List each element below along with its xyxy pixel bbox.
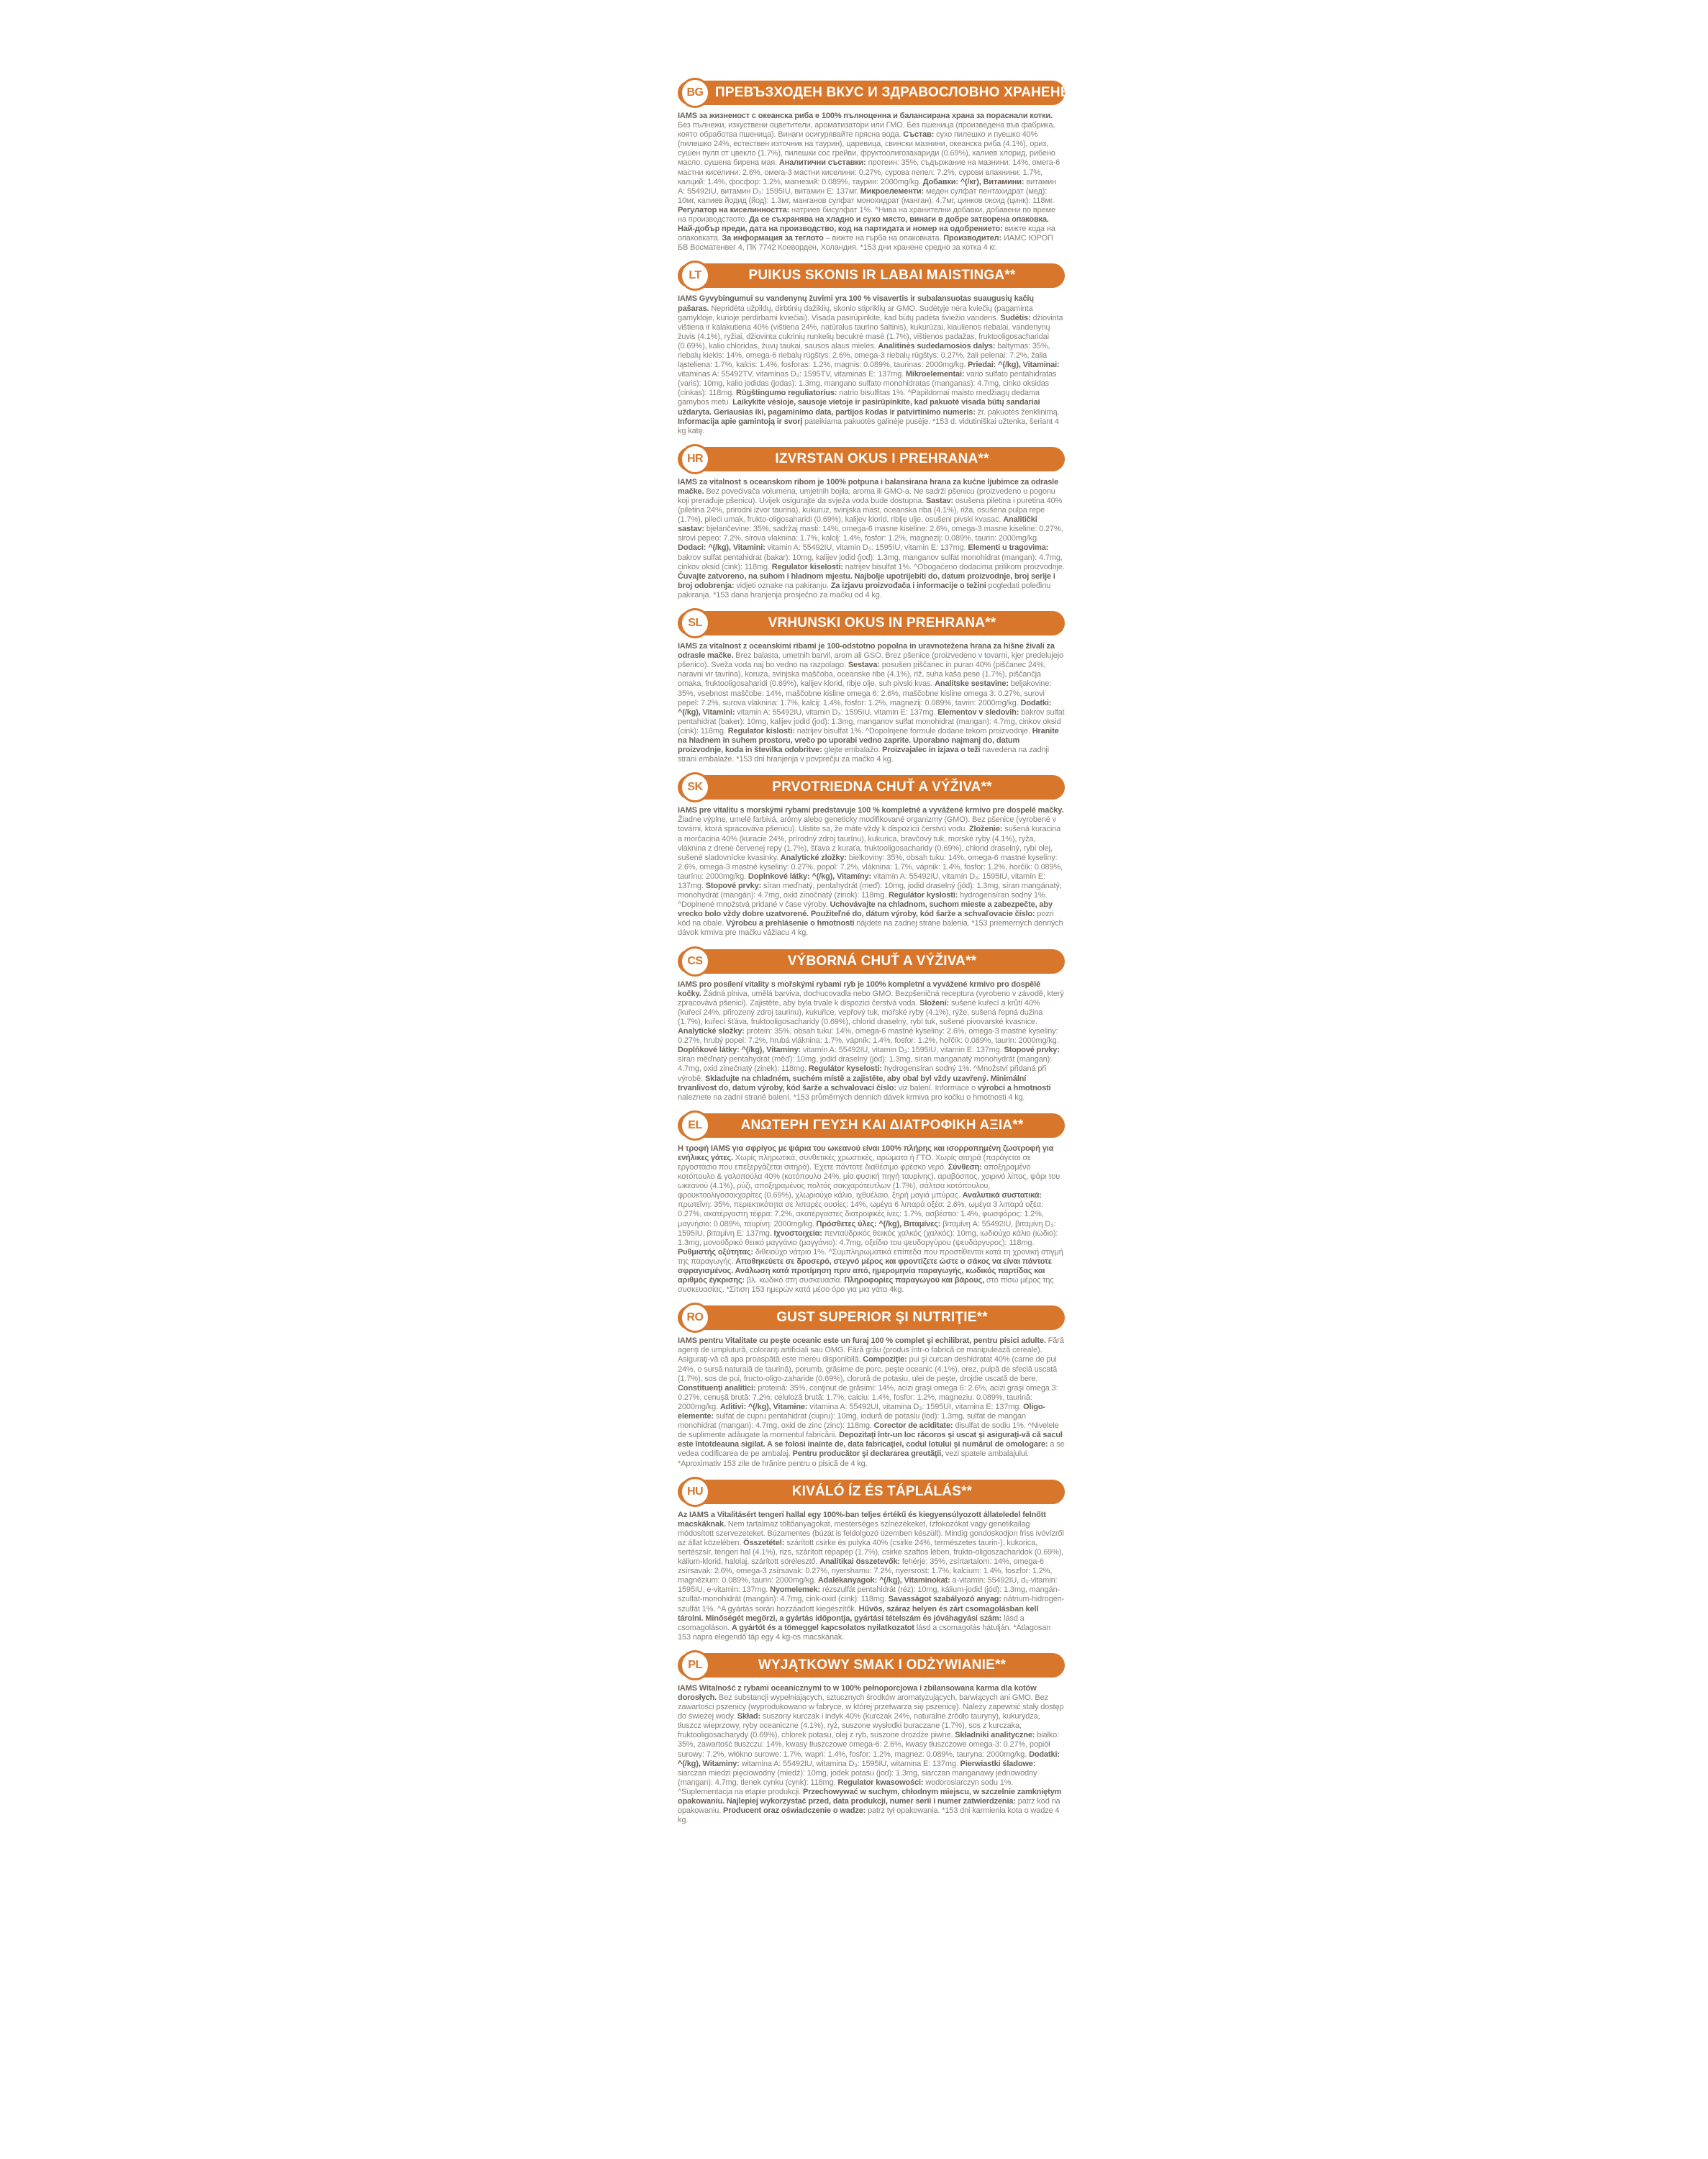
- body-bold-run: Stopové prvky:: [1004, 1046, 1060, 1055]
- section-title: WYJĄTKOWY SMAK I ODŻYWIANIE**: [758, 1657, 1007, 1673]
- body-text-run: białko: 35%, zawartość tłuszczu: 14%, kwasy tłuszczowe omega-6: 2.6%, kwasy tłuszczowe omega-3: 0.27%, popiół surowy: 7.2%, włókno surowe: 1.7%, wapń: 1.4%, fosfor: 1.2%, magnez: 0.089%, tauryna: 2000mg/kg.: [678, 1731, 1059, 1759]
- body-bold-run: IAMS Witalność z rybami oceanicznymi to w 100% pełnoporcjowa i zbilansowana karma dla kotów dorosłych.: [678, 1683, 1037, 1702]
- body-text-run: nájdete na zadnej strane balenia. *153 priemerných denných dávok krmiva pre mačku vážiacu 4 kg.: [678, 919, 1063, 938]
- body-bold-run: Nyomelemek:: [770, 1585, 821, 1595]
- body-bold-run: Regulator kiselosti:: [771, 562, 843, 571]
- body-bold-run: Doplnkové látky: ^(/kg), Vitamíny:: [748, 872, 871, 881]
- body-text-run: posušen piščanec in puran 40% (piščanec 24%, naravni vir tavrina), koruza, svinjska maščoba, oceanske ribe (4.1%), riž, suha kaša pese (1.7%), piščančja omaka, fruktooligosaharidi (0.69%), kalijev klorid, ribje olje, suh pivski kvas.: [678, 661, 1046, 689]
- body-bold-run: Skład:: [737, 1712, 760, 1721]
- body-bold-run: Pierwiastki śladowe:: [960, 1759, 1036, 1768]
- section-title: ПРЕВЪЗХОДЕН ВКУС И ЗДРАВОСЛОВНО ХРАНЕНЕ**: [715, 85, 1081, 100]
- section-title: VÝBORNÁ CHUŤ A VÝŽIVA**: [787, 953, 977, 969]
- section-body: [678, 1144, 1065, 1295]
- body-bold-run: Микроелементи:: [860, 186, 925, 196]
- body-text-run: протеин: 35%, съдържание на мазнини: 14%, омега-6 мастни киселини: 2.6%, омега-3 мастни киселини: 0.27%, сурова пепел: 7.2%, сурови влакнини: 1.7%, калций: 1.4%, фосфор: 1.2%, магнезий: 0.089%, таурин: 2000mg/kg.: [678, 158, 1060, 186]
- body-text-run: ИАМС ЮРОП БВ Восматенвег 4, ПК 7742 Коеворден, Холандия. *153 дни хранене средно за котка 4 кг.: [678, 234, 1053, 253]
- body-bold-run: Za izjavu proizvođača i informacije o težini: [830, 581, 986, 590]
- body-text-run: beljakovine: 35%, vsebnost maščobe: 14%, maščobne kisline omega 6: 2.6%, maščobne kisline omega 3: 0.27%, surovi pepel: 7.2%, surova vlaknina: 1.7%, kalcij: 1.4%, fosfor: 1.2%, magnezij: 0.089%, tavrin: 2000mg/kg.: [678, 679, 1052, 707]
- body-bold-run: Dodatki: ^(/kg), Witaminy:: [678, 1750, 1060, 1768]
- body-text-run: βλ. κωδικό στη συσκευασία.: [744, 1276, 845, 1285]
- body-bold-run: výrobci a hmotnosti: [977, 1083, 1051, 1092]
- body-text-run: nátrium-hidrogén-szulfát 1%. ^A gyártás során hozzáadott kiegészítők.: [678, 1595, 1065, 1613]
- body-bold-run: Състав:: [903, 130, 935, 140]
- body-bold-run: Analitske sestavine:: [935, 679, 1009, 689]
- body-bold-run: Laikykite vėsioje, sausoje vietoje ir pasirūpinkite, kad pakuotė visada būtų sandariai uždaryta. Geriausias iki, pagaminimo data, partijos kodas ir patvirtinimo numeris:: [678, 398, 1040, 417]
- body-text-run: siarczan miedzi pięciowodny (miedź): 10mg, jodek potasu (jod): 1.3mg, siarczan manganawy jednowodny (mangan): 4.7mg, tlenek cynku (cynk): 118mg.: [678, 1768, 1037, 1787]
- body-text-run: pozri kód na obale.: [678, 910, 1054, 928]
- language-section: [678, 263, 1065, 435]
- body-text-run: меден сулфат пентахидрат (мед): 10мг, калиев йодид (йод): 1.3мг, манганов сулфат монохидрат (манган): 4.7мг, цинков оксид (цинк): 118мг.: [678, 186, 1055, 205]
- body-bold-run: Да се съхранява на хладно и сухо място, винаги в добре затворена опаковка. Най-добър преди, дата на производство, код на партидата и номер на одобрението:: [678, 215, 1049, 234]
- language-section: [678, 611, 1065, 764]
- body-text-run: βιταμίνη A: 55492IU, βιταμίνη D₃: 1595IU, βιταμίνη E: 137mg.: [678, 1219, 1056, 1238]
- body-text-run: натриев бисулфат 1%. ^Нива на хранителни добавки, добавени по време на производството.: [678, 205, 1055, 225]
- body-bold-run: Регулатор на киселинността:: [678, 205, 790, 214]
- body-text-run: natrio bisulfitas 1%. ^Papildomai maisto medžiagų dedama gamybos metu.: [678, 389, 1040, 407]
- body-text-run: bakrov sulfat pentahidrat (baker): 10mg, kalijev jodid (jod): 1.3mg, manganov sulfat monohidrat (mangan): 4.7mg, cinkov oksid (cink): 118mg.: [678, 707, 1065, 735]
- section-title: PRVOTRIEDNA CHUŤ A VÝŽIVA**: [772, 779, 992, 795]
- body-bold-run: Πρόσθετες ύλες: ^(/kg), Βιταμίνες:: [816, 1219, 941, 1228]
- section-header-banner: [678, 1113, 1065, 1138]
- section-header-banner: [678, 1305, 1065, 1330]
- body-bold-run: Hűvös, száraz helyen és zárt csomagolásban kell tárolni. Minőségét megőrzi, a gyártás időpontja, gyártási tételszám és jóváhagyási szám:: [678, 1604, 1039, 1623]
- body-text-run: vitaminas A: 55492TV, vitaminas D₃: 1595TV, vitaminas E: 137mg.: [678, 370, 906, 379]
- body-text-run: pogledati poleđinu pakiranja. *153 dana hranjenja prosječno za mačku od 4 kg.: [678, 581, 1051, 599]
- body-bold-run: Analytické zložky:: [780, 853, 847, 862]
- body-bold-run: IAMS за жизненост с океанска риба е 100% пълноценна и балансирана храна за пораснали котки.: [678, 112, 1053, 120]
- body-text-run: viz balení. Informace o: [896, 1083, 978, 1092]
- body-bold-run: Složení:: [919, 998, 950, 1008]
- body-text-run: disulfat de sodiu 1%. ^Nivelele de suplimente adăugate la momentul fabricării.: [678, 1421, 1059, 1440]
- language-code-badge: LT: [680, 261, 710, 291]
- body-bold-run: Pentru producător şi declararea greutăţii,: [792, 1449, 944, 1459]
- body-text-run: bakrov sulfat pentahidrat (bakar): 10mg, kalijev jodid (jod): 1.3mg, manganov sulfat monohidrat (mangan): 4.7mg, cinkov oksid (cink): 118mg.: [678, 553, 1063, 571]
- body-bold-run: IAMS pentru Vitalitate cu peşte oceanic este un furaj 100 % complet şi echilibrat, pentru pisici adulte.: [678, 1336, 1046, 1346]
- body-text-run: bielkoviny: 35%, obsah tuku: 14%, omega-6 mastné kyseliny: 2.6%, omega-3 mastné kyseliny: 0.27%, popol: 7.2%, vláknina: 1.7%, vápnik: 1.4%, fosfor: 1.2%, horčík: 0.089%, taurínu: 2000mg/kg.: [678, 853, 1063, 881]
- section-title: GUST SUPERIOR ŞI NUTRIŢIE**: [776, 1310, 988, 1326]
- section-header-banner: [678, 447, 1065, 471]
- body-bold-run: Čuvajte zatvoreno, na suhom i hladnom mjestu. Najbolje upotrijebiti do, datum proizvodnje, broj serije i broj odobrenja:: [678, 571, 1055, 590]
- body-bold-run: IAMS Gyvybingumui su vandenynų žuvimi yra 100 % visavertis ir subalansuotas suaugusių kačių pašaras.: [678, 294, 1034, 313]
- section-header-banner: [678, 949, 1065, 974]
- section-header-banner: [678, 1653, 1065, 1678]
- body-bold-run: Mikroelementai:: [905, 370, 965, 379]
- body-text-run: Bez povećivača volumena, umjetnih bojila, aroma ili GMO-a. Ne sadrži pšenicu (proizvedeno u pogonu koji prerađuje pšenicu). Uvijek osigurajte da svježa voda bude dostupna.: [678, 486, 1055, 505]
- body-text-run: Bez substancji wypełniających, sztucznych środków aromatyzujących, barwiących ani GMO. Bez zawartości pszenicy (wyprodukowano w fabryce, w której przetwarza się pszenicę). Należy zapewnić stały dostęp do świeżej wody.: [678, 1693, 1064, 1721]
- body-bold-run: Stopové prvky:: [705, 882, 762, 890]
- body-text-run: navedena na zadnji strani embalaže. *153 dni hranjenja v povprečju za mačko 4 kg.: [678, 746, 1050, 764]
- section-title: PUIKUS SKONIS IR LABAI MAISTINGA**: [748, 268, 1016, 284]
- language-code-badge: RO: [680, 1303, 710, 1333]
- language-section: [678, 1113, 1065, 1295]
- language-section: [678, 949, 1065, 1103]
- body-bold-run: Przechowywać w suchym, chłodnym miejscu, w szczelnie zamkniętym opakowaniu. Najlepiej wykorzystać przed, data produkcji, numer serii i numer zatwierdzenia:: [678, 1787, 1062, 1806]
- body-bold-run: Összetétel:: [743, 1538, 785, 1547]
- language-code-badge: HR: [680, 444, 710, 474]
- language-code-badge: HU: [680, 1477, 710, 1507]
- body-bold-run: IAMS pre vitalitu s morskými rybami predstavuje 100 % kompletné a vyvážené krmivo pre dospelé mačky.: [678, 806, 1064, 815]
- body-bold-run: Аналитични съставки:: [778, 158, 866, 168]
- language-section: [678, 775, 1065, 938]
- section-title: KIVÁLÓ ÍZ ÉS TÁPLÁLÁS**: [791, 1483, 973, 1499]
- section-body: [678, 478, 1065, 600]
- body-bold-run: Sestava:: [848, 661, 880, 670]
- body-text-run: pateikiama pakuotės galinėje pusėje. *153 d. vidutiniškai užtenka, šeriant 4 kg katę.: [678, 417, 1059, 435]
- body-text-run: sušená kuracina a morčacina 40% (kuracie 24%, prírodný zdroj taurínu), kukurica, bravčový tuk, morské ryby (4.1%), ryža, vláknina z drene červenej repy (1.7%), šťava z kuraťa, fruktooligosacharidy (0.69%), chlorid draselný, rybí olej, sušené sladovnícke kvasinky.: [678, 825, 1061, 862]
- body-text-run: Žiadne výplne, umelé farbivá, arómy alebo geneticky modifikované organizmy (GMO). Bez pšenice (vyrobené v továrni, ktorá spracováva pšenicu). Uistite sa, že máte vždy k dispozícii čerstvú vodu.: [678, 815, 1056, 834]
- body-text-run: vitamín A: 55492IU, vitamín D₃: 1595IU, vitamín E: 137mg.: [678, 872, 1045, 890]
- body-text-run: hydrogensíran sodný 1%. ^Doplnené množstvá pridané v čase výroby.: [678, 891, 1048, 910]
- body-bold-run: IAMS pro posílení vitality s mořskými rybami ryb je 100% kompletní a vyvážené krmivo pro dospělé kočky.: [678, 979, 1041, 998]
- body-text-run: διθειούχο νάτριο 1%. ^Συμπληρωματικά επίπεδα που προστίθενται κατά τη χρονική στιγμή της παραγωγής.: [678, 1247, 1063, 1266]
- section-body: [678, 294, 1065, 435]
- body-text-run: αποξηραμένο κοτόπουλο & γαλοπούλα 40% (κοτόπουλο 24%, μία φυσική πηγή ταυρίνης), αραβόσιτος, χοιρινό λίπος, ψάρι του ωκεανού (4.1%), ρύζι, αποξηραμένος πολτός σακχαρότευτλων (1.7%), σάλτσα κοτόπουλου, φρουκτοολιγοσακχαρίτες (0.69%), χλωριούχο κάλιο, ιχθυέλαιο, ξηρή μαγιά μπύρας.: [678, 1162, 1060, 1200]
- body-bold-run: Производител:: [943, 234, 1002, 243]
- body-text-run: patrz kod na opakowaniu.: [678, 1797, 1060, 1816]
- language-sections-column: [678, 81, 1081, 1836]
- body-bold-run: Добавки: ^(/кг), Витамини:: [922, 177, 1025, 186]
- body-text-run: síran meďnatý, pentahydrát (meď): 10mg, jodid draselný (jód): 1.3mg, síran mangánatý, monohydrát (mangán): 4.7mg, oxid zinočnatý (zinok): 118mg.: [678, 882, 1062, 900]
- body-bold-run: Πληροφορίες παραγωγού και βάρους,: [844, 1276, 984, 1285]
- language-code-badge: BG: [680, 78, 710, 108]
- body-bold-run: Compoziţie:: [863, 1355, 907, 1364]
- body-text-run: síran měďnatý pentahydrát (měď): 10mg, jodid draselný (jód): 1.3mg, síran manganatý monohydrát (mangan): 4.7mg, oxid zinečnatý (zinek): 118mg.: [678, 1055, 1053, 1074]
- body-text-run: suszony kurczak i indyk 40% (kurczak 24%, naturalne źródło tauryny), kukurydza, tłuszcz wieprzowy, ryby oceaniczne (4.1%), ryż, suszone wysłodki buraczane (1.7%), sos z kurczaka, fruktooligosacharydy (0.69%), chlorek potasu, olej z ryb, suszone drożdże piwne.: [678, 1712, 1040, 1740]
- body-text-run: Brez balasta, umetnih barvil, arom ali GSO. Brez pšenice (proizvedeno v tovarni, kjer predelujejo pšenico). Sveža voda naj bo vedno na razpolago.: [678, 651, 1063, 670]
- body-text-run: витамин A: 55492IU, витамин D₃: 1595IU, витамин E: 137мг.: [678, 177, 1057, 196]
- body-bold-run: Dodaci: ^(/kg), Vitamini:: [678, 543, 766, 553]
- body-bold-run: Analytické složky:: [678, 1027, 745, 1036]
- section-body: [678, 112, 1065, 253]
- body-bold-run: Adalékanyagok: ^(/kg), Vitaminokat:: [817, 1576, 950, 1585]
- body-bold-run: Corector de aciditate:: [873, 1421, 953, 1431]
- body-text-run: lásd a csomagolás hátulján. *Átlagosan 153 napra elegendő táp egy 4 kg-os macskának.: [678, 1623, 1051, 1642]
- body-bold-run: Ρυθμιστής οξύτητας:: [678, 1247, 753, 1257]
- body-bold-run: Analitički sastav:: [678, 515, 1037, 534]
- body-bold-run: Aditivi: ^(/kg), Vitamine:: [719, 1402, 808, 1411]
- body-text-run: naleznete na zadní straně balení. *153 průměrných denních dávek krmiva pro kočku o hmotnosti 4 kg.: [678, 1092, 1025, 1102]
- section-title: VRHUNSKI OKUS IN PREHRANA**: [768, 615, 996, 631]
- body-bold-run: Zloženie:: [968, 825, 1003, 834]
- body-bold-run: Αποθηκεύετε σε δροσερό, στεγνό μέρος και φροντίζετε ώστε ο σάκος να είναι πάντοτε σφραγισμένος. Ανάλωση κατά προτίμηση πριν από, ημερομηνία παραγωγής, κωδικός παρτίδας και αριθμός έγκρισης:: [678, 1257, 1052, 1285]
- section-body: [678, 980, 1065, 1103]
- body-text-run: Fără agenţi de umplutură, coloranţi artificiali sau OMG. Fără grâu (produs într-o fabrică ce manipulează cereale). Asiguraţi-vă că apa proaspătă este mereu disponibilă.: [678, 1336, 1064, 1364]
- language-section: [678, 81, 1081, 253]
- section-body: [678, 1511, 1065, 1642]
- body-bold-run: Producent oraz oświadczenie o wadze:: [723, 1806, 866, 1816]
- body-bold-run: Savasságot szabályozó anyag:: [888, 1595, 1001, 1604]
- section-header-banner: [678, 611, 1065, 635]
- body-text-run: baltymas: 35%, riebalų kiekis: 14%, omega-6 riebalų rūgštys: 2.6%, omega-3 riebalų rūgštys: 0.27%, žali pelenai: 7.2%, žalia ląsteliena: 1.7%, kalcis: 1.4%, fosforas: 1.2%, magnis: 0.089%, taurinas: 2000mg/kg.: [678, 341, 1050, 370]
- body-bold-run: Regulator kislosti:: [727, 726, 795, 735]
- language-code-badge: CS: [680, 946, 710, 977]
- body-bold-run: Doplňkové látky: ^(/kg), Vitaminy:: [678, 1046, 801, 1055]
- body-bold-run: Analitinės sudedamosios dalys:: [878, 341, 996, 350]
- language-code-badge: PL: [680, 1650, 710, 1680]
- body-text-run: στο πίσω μέρος της συσκευασίας. *Σίτιση 153 ημερών κατά μέσο όρο για μια γάτα 4kg.: [678, 1276, 1054, 1295]
- body-text-run: πενταϋδρικός θειικός χαλκός (χαλκός): 10mg, ιωδιούχο κάλιο (ιώδιο): 1.3mg, μονοϋδρικό θειικό μαγγάνιο (μαγγάνιο): 4.7mg, οξείδιο του ψευδαργύρου (ψευδάργυρος): 118mg.: [678, 1228, 1058, 1247]
- body-bold-run: Regulátor kyslosti:: [888, 891, 958, 900]
- body-text-run: Nepridėta užpildų, dirbtinių dažiklių, skonio stipriklių ar GMO. Sudėtyje nėra kviečių (pagaminta gamykloje, kurioje perdirbami kviečiai). Visada pasirūpinkite, kad būtų padėta šviežio vandens.: [678, 304, 1033, 322]
- body-bold-run: Az IAMS a Vitalitásért tengeri hallal egy 100%-ban teljes értékű és kiegyensúlyozott állateledel felnőtt macskáknak.: [678, 1510, 1046, 1529]
- body-text-run: patrz tył opakowania. *153 dni karmienia kota o wadze 4 kg.: [678, 1806, 1060, 1825]
- body-text-run: rézszulfát pentahidrát (réz): 10mg, kálium-jodid (jód): 1.3mg, mangán-szulfát-monohidrát (mangán): 4.7mg, cink-oxid (cink): 118mg.: [678, 1585, 1060, 1604]
- section-body: [678, 1684, 1065, 1825]
- body-bold-run: Informacija apie gamintoją ir svorį: [678, 417, 803, 426]
- language-section: [678, 447, 1065, 600]
- body-text-run: witamina A: 55492IU, witamina D₃: 1595IU, witamina E: 137mg.: [739, 1759, 960, 1768]
- body-bold-run: A gyártót és a tömeggel kapcsolatos nyilatkozatot: [731, 1623, 914, 1632]
- body-text-run: lásd a csomagoláson.: [678, 1613, 1025, 1632]
- body-text-run: sušené kuřecí a krůtí 40% (kuřecí 24%, přirozený zdroj taurinu), kukuřice, vepřový tuk, mořské ryby (4.1%), rýže, sušená řepná dužina (1.7%), kuřecí šťáva, fruktooligosacharidy (0.69%), chlorid draselný, rybí tuk, sušené pivovarské kvasnice.: [678, 998, 1043, 1026]
- body-bold-run: Αναλυτικά συστατικά:: [962, 1191, 1042, 1200]
- body-bold-run: Regulátor kyselosti:: [808, 1064, 882, 1074]
- body-text-run: – вижте на гърба на опаковката.: [823, 234, 944, 243]
- body-text-run: natrijev bisulfat 1%. ^Obogaćeno dodacima prilikom proizvodnje.: [842, 562, 1065, 571]
- body-bold-run: Oligo-elemente:: [678, 1402, 1045, 1421]
- language-section: [678, 1653, 1065, 1825]
- section-title: ΑΝΩΤΕΡΗ ΓΕΥΣΗ ΚΑΙ ΔΙΑΤΡΟΦΙΚΗ ΑΞΙΑ**: [740, 1117, 1024, 1133]
- body-text-run: vitamina A: 55492UI, vitamina D₃: 1595UI, vitamina E: 137mg.: [807, 1402, 1024, 1411]
- body-text-run: proteină: 35%, conţinut de grăsimi: 14%, acizi graşi omega 6: 2.6%, acizi graşi omega 3: 0.27%, cenuşă brută: 7.2%, celuloză brută: 1.7%, calciu: 1.4%, fosfor: 1.2%, magneziu: 0.089%, taurină: 2000mg/kg.: [678, 1383, 1058, 1411]
- language-section: [678, 1480, 1065, 1642]
- body-bold-run: IAMS za vitalnost s oceanskom ribom je 100% potpuna i balansirana hrana za kućne ljubimce za odrasle mačke.: [678, 477, 1059, 496]
- body-text-run: osušena piletina i puretina 40% (piletina 24%, prirodni izvor taurina), kukuruz, svinjska mast, oceanska riba (4.1%), riža, osušena pulpa repe (1.7%), pileći umak, frukto-oligosaharidi (0.69%), kalijev klorid, riblje ulje, osušeni pivski kvasac.: [678, 497, 1063, 525]
- body-text-run: natrijev bisulfat 1%. ^Dopolnjene formule dodane tekom proizvodnje.: [794, 726, 1032, 735]
- language-section: [678, 1305, 1065, 1468]
- body-bold-run: Hranite na hladnem in suhem prostoru, vrečo po uporabi vedno zaprite. Uporabno najmanj do, datum proizvodnje, koda in številka odobritve:: [678, 726, 1059, 755]
- body-bold-run: Η τροφή IAMS για σφρίγος με ψάρια του ωκεανού είναι 100% πλήρης και ισορροπημένη ζωοτροφή για ενήλικες γάτες.: [678, 1144, 1054, 1162]
- body-text-run: vario sulfato pentahidratas (varis): 10mg, kalio jodidas (jodas): 1.3mg, mangano sulfato monohidratas (manganas): 4.7mg, cinko oksidas (cinkas): 118mg.: [678, 370, 1057, 398]
- language-code-badge: EL: [680, 1110, 710, 1141]
- body-text-run: Nem tartalmaz töltőanyagokat, mesterséges színezékeket, ízfokozókat vagy genetikailag módosított szervezeteket. Búzamentes (búzát is feldolgozó üzemben készült). Mindig gondoskodjon friss ivóvízről az állat közelében.: [678, 1519, 1064, 1547]
- body-text-run: Žádná plniva, umělá barviva, dochucovadla nebo GMO. Bezpšeničná receptura (vyrobeno v závodě, který zpracovává pšenici). Zajistěte, aby byla trvale k dispozici čerstvá voda.: [678, 989, 1064, 1008]
- body-bold-run: Proizvajalec in izjava o teži: [882, 746, 981, 755]
- body-bold-run: Rūgštingumo reguliatorius:: [736, 389, 837, 398]
- body-bold-run: IAMS za vitalnost z oceanskimi ribami je 100-odstotno popolna in uravnotežena hrana za hišne živali za odrasle mačke.: [678, 642, 1055, 661]
- body-text-run: hydrogensíran sodný 1%. ^Množství přidaná při výrobě.: [678, 1064, 1047, 1083]
- section-title: IZVRSTAN OKUS I PREHRANA**: [775, 451, 989, 466]
- body-text-run: вижте кода на опаковката.: [678, 225, 1055, 243]
- body-text-run: vezi spatele ambalajului. *Aproximativ 153 zile de hrănire pentru o pisică de 4 kg.: [678, 1449, 1030, 1468]
- body-bold-run: Σύνθεση:: [948, 1162, 982, 1172]
- body-bold-run: Dodatki: ^(/kg), Vitamini:: [678, 698, 1052, 717]
- body-bold-run: Constituenţi analitici:: [678, 1383, 756, 1393]
- body-bold-run: Depozitaţi într-un loc răcoros şi uscat şi asiguraţi-vă că sacul este întotdeauna sigilat. A se folosi inainte de, data fabricaţiei, codul lotului şi numărul de omologare:: [678, 1431, 1063, 1449]
- section-body: [678, 806, 1065, 938]
- language-code-badge: SL: [680, 608, 710, 638]
- body-text-run: a-vitamin: 55492IU, d₃-vitamin: 1595IU, e-vitamin: 137mg.: [678, 1576, 1058, 1595]
- section-body: [678, 1336, 1065, 1468]
- body-bold-run: Ιχνοστοιχεία:: [773, 1228, 822, 1238]
- body-text-run: bjelančevine: 35%, sadržaj masti: 14%, omega-6 masne kiseline: 2.6%, omega-3 masne kiseline: 0.27%, sirovi pepeo: 7.2%, sirova vlaknina: 1.7%, kalcij: 1.4%, fosfor: 1.2%, magnezij: 0.089%, taurin: 2000mg/kg.: [678, 525, 1063, 543]
- body-text-run: сухо пилешко и пуешко 40% (пилешко 24%, естествен източник на таурин), царевица, свински мазнини, океанска риба (4.1%), ориз, сушен пулп от цвекло (1.7%), пилешки сос грейви, фруктоолигозахариди (0.69%), калиев хлорид, рибено масло, сушена бирена мая.: [678, 130, 1055, 168]
- section-header-banner: [678, 1480, 1065, 1504]
- body-text-run: fehérje: 35%, zsírtartalom: 14%, omega-6 zsírsavak: 2.6%, omega-3 zsírsavak: 0.27%, nyershamu: 7.2%, nyersrost: 1.7%, kalcium: 1.4%, foszfor: 1.2%, magnézium: 0.089%, taurin: 2000mg/kg.: [678, 1557, 1053, 1585]
- body-bold-run: Elementi u tragovima:: [968, 543, 1049, 553]
- body-text-run: Χωρίς πληρωτικά, συνθετικές χρωστικές, αρώματα ή ΓΤΟ. Χωρίς σιτηρά (παράγεται σε εργοστάσιο που επεξεργάζεται σιτηρά). Έχετε πάντοτε διαθέσιμο φρέσκο νερό.: [678, 1153, 1031, 1172]
- body-text-run: žr. pakuotės ženklinimą.: [975, 407, 1060, 417]
- section-header-banner: [678, 81, 1081, 105]
- section-body: [678, 642, 1065, 764]
- body-text-run: vitamin A: 55492IU, vitamin D₃: 1595IU, vitamin E: 137mg.: [735, 707, 938, 717]
- body-bold-run: Sastav:: [925, 497, 954, 505]
- body-bold-run: Výrobcu a prehlásenie o hmotnosti: [726, 919, 855, 928]
- body-text-run: vitamín A: 55492IU, vitamin D₃: 1595IU, vitamin E: 137mg.: [801, 1046, 1004, 1055]
- section-header-banner: [678, 263, 1065, 288]
- body-bold-run: Składniki analityczne:: [955, 1731, 1035, 1740]
- body-bold-run: Uchovávajte na chladnom, suchom mieste a zabezpečte, aby vrecko bolo vždy dobre uzatvorené. Použiteľné do, dátum výroby, kód šarže a schvaľovacie číslo:: [678, 900, 1053, 919]
- body-bold-run: Analitikai összetevők:: [819, 1557, 900, 1567]
- body-bold-run: Regulator kwasowości:: [837, 1778, 924, 1787]
- body-text-run: sulfat de cupru pentahidrat (cupru): 10mg, iodură de potasiu (iod): 1.3mg, sulfat de mangan monohidrat (mangan): 4.7mg, oxid de zinc (zinc): 118mg.: [678, 1412, 1026, 1431]
- body-bold-run: За информация за теглото: [722, 234, 824, 243]
- body-text-run: Без пълнежи, изкуствени оцветители, ароматизатори или ГМО. Без пшеница (произведена във фабрика, която обработва пшеница). Винаги осигурявайте прясна вода.: [678, 121, 1055, 140]
- body-text-run: džiovinta vištiena ir kalakutiena 40% (vištiena 24%, natūralus taurino šaltinis), kukurūzai, kiaulienos riebalai, vandenynų žuvis (4.1%), ryžiai, džiovinta cukrinių runkelių becukrė masė (1.7%), vištienos padažas, fruktooligosacharidai (0.69%), kalio chloridas, žuvų taukai, sausos alaus mielės.: [678, 313, 1063, 350]
- body-text-run: szárított csirke és pulyka 40% (csirke 24%, természetes taurin-), kukorica, sertészsír, tengeri hal (4.1%), rizs, szárított répapép (1.7%), csirke szaftos lében, frukto-oligoszacharidok (0.69%), kálium-klorid, halolaj, szárított sörélesztő.: [678, 1538, 1064, 1567]
- body-bold-run: Sudėtis:: [1000, 313, 1031, 322]
- body-text-run: vitamin A: 55492IU, vitamin D₃: 1595IU, vitamin E: 137mg.: [765, 543, 968, 553]
- body-bold-run: Skladujte na chladném, suchém místě a zajistěte, aby obal byl vždy uzavřený. Minimální trvanlivost do, datum výroby, kód šarže a schvalovací číslo:: [678, 1074, 1027, 1092]
- language-code-badge: SK: [680, 772, 710, 802]
- body-bold-run: Elementov v sledovih:: [937, 707, 1019, 717]
- body-text-run: protein: 35%, obsah tuku: 14%, omega-6 mastné kyseliny: 2.6%, omega-3 mastné kyseliny: 0.27%, hrubý popel: 7.2%, hrubá vláknina: 1.7%, vápník: 1.4%, fosfor: 1.2%, hořčík: 0.089%, taurin: 2000mg/kg.: [678, 1027, 1059, 1046]
- body-text-run: a se vedea codificarea de pe ambalaj.: [678, 1440, 1065, 1459]
- body-text-run: glejte embalažo.: [822, 746, 883, 755]
- section-header-banner: [678, 775, 1065, 800]
- body-text-run: vidjeti oznake na pakiranju.: [734, 581, 831, 590]
- body-text-run: wodorosiarczyn sodu 1%. ^Suplementacja na etapie produkcji.: [678, 1778, 1014, 1796]
- body-text-run: πρωτεΐνη: 35%, περιεκτικότητα σε λιπαρές ουσίες: 14%, ωμέγα 6 λιπαρά οξέα: 2.6%, ωμέγα 3 λιπαρά οξέα: 0.27%, ακατέργαστη τέφρα: 7.2%, ακατέργαστες διατροφικές ίνες: 1.7%, ασβέστιο: 1.4%, φωσφόρος: 1.2%, μαγνήσιο: 0.089%, ταυρίνη: 2000mg/kg.: [678, 1200, 1044, 1228]
- body-text-run: pui şi curcan deshidratat 40% (carne de pui 24%, o sursă naturală de taurină), porumb, grăsime de porc, peşte oceanic (4.1%), orez, pulpă de sfeclă uscată (1.7%), sos de pui, fructo-oligo-zaharide (0.69%), clorură de potasiu, ulei de peşte, drojdie uscată de bere.: [678, 1355, 1058, 1383]
- body-bold-run: Priedai: ^(/kg), Vitaminai:: [968, 361, 1060, 370]
